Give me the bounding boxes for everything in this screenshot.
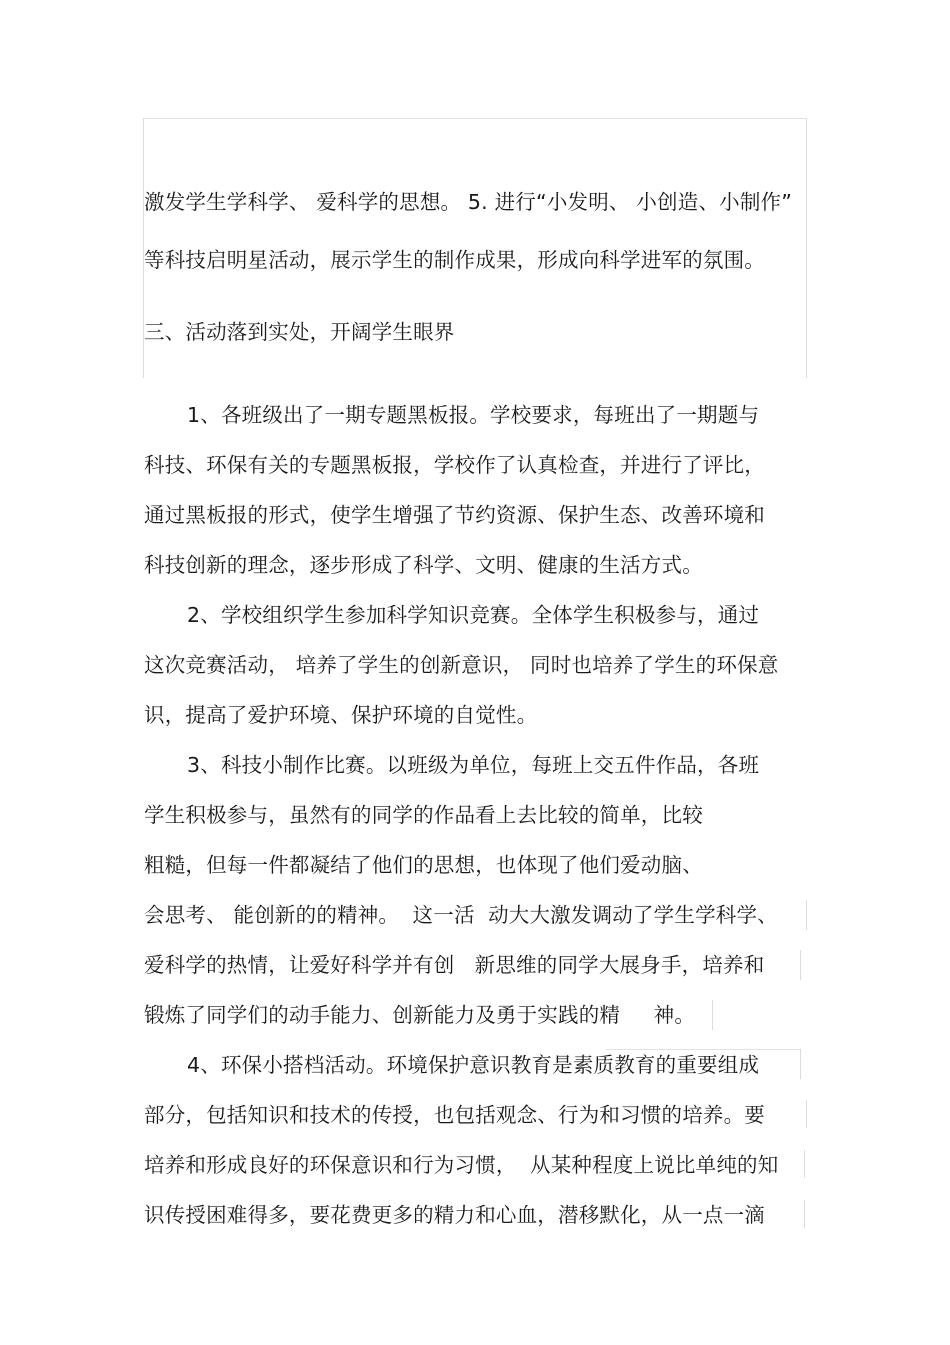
text-line: 等科技启明星活动，展示学生的制作成果，形成向科学进军的氛围。 xyxy=(144,248,765,272)
text-line: 科技创新的理念，逐步形成了科学、文明、健康的生活方式。 xyxy=(144,553,703,577)
frame-top-rule xyxy=(143,118,806,119)
text-line: 学生积极参与，虽然有的同学的作品看上去比较的简单，比较 xyxy=(144,803,703,827)
frame-right-rule-6 xyxy=(806,1100,807,1128)
frame-right-rule-8 xyxy=(804,1200,805,1228)
text-line: 识传授困难得多，要花费更多的精力和心血，潜移默化，从一点一滴 xyxy=(144,1203,765,1227)
text-line: 3、科技小制作比赛。以班级为单位，每班上交五件作品，各班 xyxy=(187,753,760,777)
frame-right-rule-5 xyxy=(800,1049,801,1079)
text-line: 部分，包括知识和技术的传授，也包括观念、行为和习惯的培养。要 xyxy=(144,1103,765,1127)
text-line: 会思考、 能创新的的精神。 这一活 动大大激发调动了学生学科学、 xyxy=(144,903,778,927)
text-line: 培养和形成良好的环保意识和行为习惯， 从某种程度上说比单纯的知 xyxy=(144,1153,779,1177)
text-line: 通过黑板报的形式，使学生增强了节约资源、保护生态、改善环境和 xyxy=(144,503,765,527)
text-line: 激发学生学科学、 爱科学的思想。 5. 进行“小发明、 小创造、小制作” xyxy=(144,190,793,214)
frame-right-rule-3 xyxy=(800,950,801,980)
frame-right-rule xyxy=(806,118,807,378)
section-heading: 三、活动落到实处，开阔学生眼界 xyxy=(144,320,455,344)
text-line: 1、各班级出了一期专题黑板报。学校要求，每班出了一期题与 xyxy=(187,403,760,427)
frame-right-rule-7 xyxy=(804,1150,805,1178)
frame-right-rule-4 xyxy=(712,1000,713,1030)
text-line: 识，提高了爱护环境、保护环境的自觉性。 xyxy=(144,703,538,727)
text-line: 爱科学的热情，让爱好科学并有创 新思维的同学大展身手，培养和 xyxy=(144,953,765,977)
text-line: 锻炼了同学们的动手能力、创新能力及勇于实践的精 神。 xyxy=(144,1003,696,1027)
frame-right-rule-2 xyxy=(806,900,807,930)
text-line: 科技、环保有关的专题黑板报，学校作了认真检查，并进行了评比， xyxy=(144,453,765,477)
text-line: 粗糙，但每一件都凝结了他们的思想，也体现了他们爱动脑、 xyxy=(144,853,703,877)
text-line: 这次竞赛活动， 培养了学生的创新意识， 同时也培养了学生的环保意 xyxy=(144,653,779,677)
text-line: 4、环保小搭档活动。环境保护意识教育是素质教育的重要组成 xyxy=(187,1053,760,1077)
text-line: 2、学校组织学生参加科学知识竞赛。全体学生积极参与，通过 xyxy=(187,603,760,627)
